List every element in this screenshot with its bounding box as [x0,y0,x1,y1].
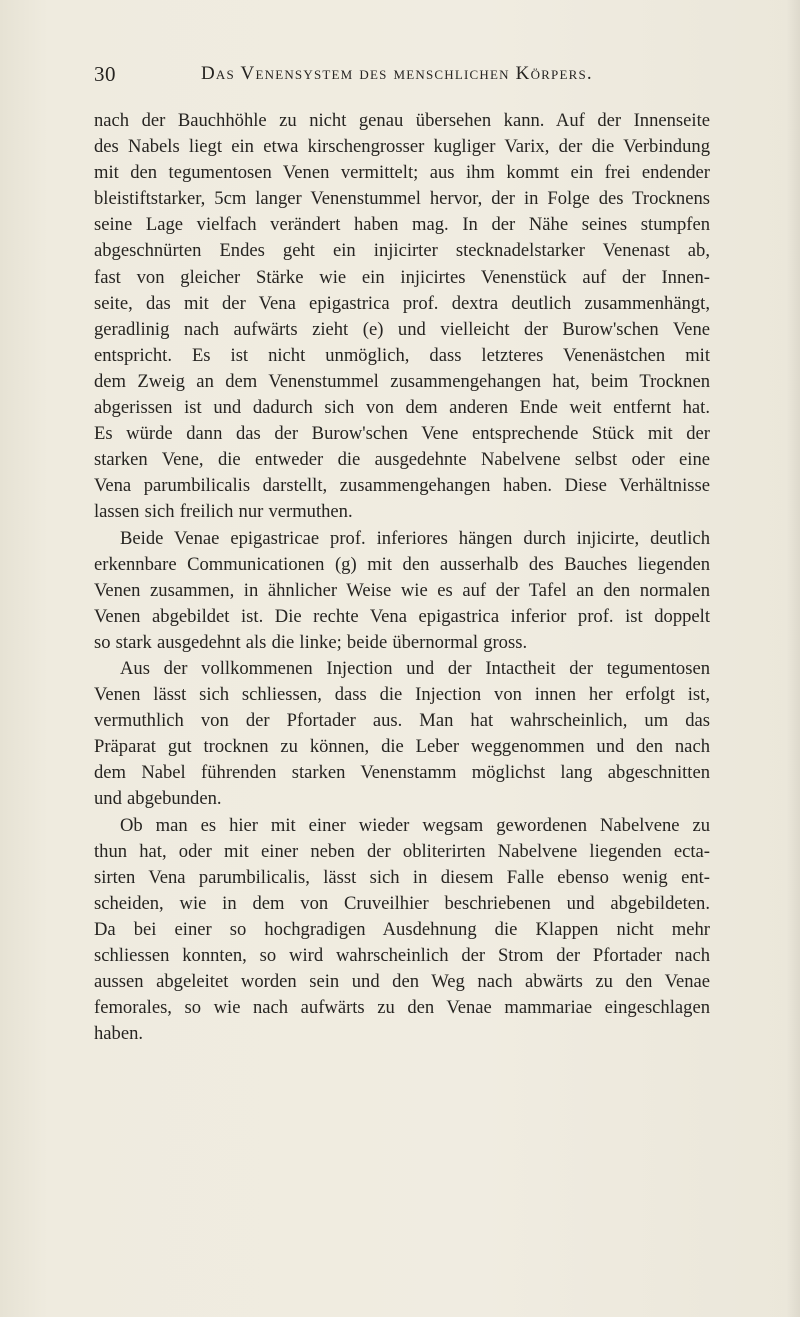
text-line: dem Zweig an dem Venenstummel zusammengehangen hat, beim Trocknen [94,370,710,392]
text-line: haben. [94,1023,144,1045]
text-line: Vena parumbilicalis darstellt, zusammengehangen haben. Diese Verhältnisse [94,475,710,497]
text-line: vermuthlich von der Pfortader aus. Man hat wahrscheinlich, um das [94,710,710,732]
text-line: seine Lage vielfach verändert haben mag. In der Nähe seines stumpfen [94,214,710,236]
text-line: abgeschnürten Endes geht ein injicirter stecknadelstarker Venenast ab, [94,240,710,262]
text-line: Venen lässt sich schliessen, dass die Injection von innen her erfolgt ist, [94,684,710,706]
text-line: bleistiftstarker, 5cm langer Venenstummel hervor, der in Folge des Trocknens [94,188,710,210]
text-line: seite, das mit der Vena epigastrica prof. dextra deutlich zusammenhängt, [94,292,710,314]
text-line: starken Vene, die entweder die ausgedehnte Nabelvene selbst oder eine [94,449,710,471]
paragraph-2 [94,526,710,656]
text-line: Beide Venae epigastricae prof. inferiores hängen durch injicirte, deutlich [120,527,710,549]
running-title: Das Venensystem des menschlichen Körpers. [201,63,593,84]
text-line: des Nabels liegt ein etwa kirschengrosser kugliger Varix, der die Verbindung [94,136,710,158]
text-line: erkennbare Communicationen (g) mit den ausserhalb des Bauches liegenden [94,553,710,575]
text-line: abgerissen ist und dadurch sich von dem anderen Ende weit entfernt hat. [94,397,710,419]
paragraph-1 [94,108,710,526]
page-number: 30 [94,62,116,86]
paragraph-3 [94,656,710,813]
text-line: scheiden, wie in dem von Cruveilhier beschriebenen und abgebildeten. [94,892,710,914]
text-line: dem Nabel führenden starken Venenstamm möglichst lang abgeschnitten [94,762,710,784]
text-line: Venen zusammen, in ähnlicher Weise wie es auf der Tafel an den normalen [94,579,710,601]
text-line: Da bei einer so hochgradigen Ausdehnung die Klappen nicht mehr [94,918,710,940]
text-line: geradlinig nach aufwärts zieht (e) und vielleicht der Burow'schen Vene [94,318,710,340]
text-line: nach der Bauchhöhle zu nicht genau übersehen kann. Auf der Innenseite [94,110,710,131]
text-line: Ob man es hier mit einer wieder wegsam gewordenen Nabelvene zu [120,814,710,836]
body-text [94,108,710,1047]
text-line: Aus der vollkommenen Injection und der Intactheit der tegumentosen [120,657,710,679]
text-line: Venen abgebildet ist. Die rechte Vena epigastrica inferior prof. ist doppelt [94,605,710,627]
page-header [94,62,714,92]
page-edge-shadow [786,0,800,1317]
text-line: schliessen konnten, so wird wahrscheinlich der Strom der Pfortader nach [94,945,710,966]
text-line: und abgebunden. [94,788,222,810]
text-line: sirten Vena parumbilicalis, lässt sich in diesem Falle ebenso wenig ent- [94,866,710,888]
text-line: mit den tegumentosen Venen vermittelt; aus ihm kommt ein frei endender [94,162,710,184]
text-line: so stark ausgedehnt als die linke; beide übernormal gross. [94,631,528,653]
text-line: aussen abgeleitet worden sein und den Weg nach abwärts zu den Venae [94,971,710,993]
text-line: femorales, so wie nach aufwärts zu den Venae mammariae eingeschlagen [94,997,710,1019]
text-line: lassen sich freilich nur vermuthen. [94,501,353,523]
text-line: fast von gleicher Stärke wie ein injicirtes Venenstück auf der Innen- [94,266,710,288]
text-line: thun hat, oder mit einer neben der obliterirten Nabelvene liegenden ecta- [94,840,710,862]
text-line: Es würde dann das der Burow'schen Vene entsprechende Stück mit der [94,423,710,445]
paragraph-4 [94,813,710,1048]
text-line: entspricht. Es ist nicht unmöglich, dass letzteres Venenästchen mit [94,344,710,366]
text-line: Präparat gut trocknen zu können, die Leber weggenommen und den nach [94,736,710,758]
